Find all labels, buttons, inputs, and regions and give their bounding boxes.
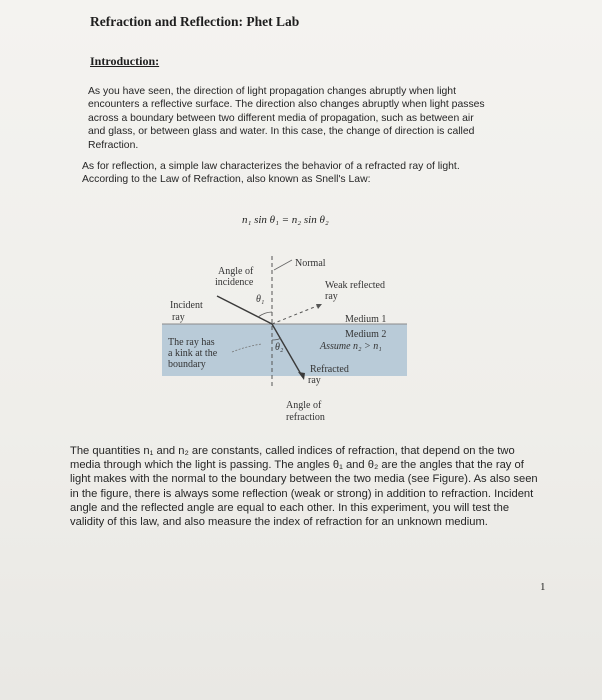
kink-label-3: boundary <box>168 359 206 370</box>
refracted-label-1: Refracted <box>310 364 349 375</box>
intro-paragraph-1: As you have seen, the direction of light propagation changes abruptly when light encounters a reflective surface. The direction also changes abruptly when light passes across a boundary between two different media of propagation, such as between air and glass, or between glass and water. In this case, the change of direction is called Refraction. <box>88 86 485 151</box>
assume-label: Assume n₂ > n₁ <box>320 341 382 352</box>
intro-paragraph-3: The quantities n₁ and n₂ are constants, called indices of refraction, that depend on the two media through which the light is passing. The angles θ₁ and θ₂ are the angles that the ray of light makes with the normal to the boundary between the two media (see Figure). As also seen in the figure, there is always some reflection (weak or strong) in addition to refraction. Incident angle and the reflected angle are equal to each other. In this experiment, you will test the validity of this law, and also measure the index of refraction for an unknown medium. <box>70 445 538 529</box>
incidence-angle-arc <box>258 312 272 317</box>
medium-2-label: Medium 2 <box>345 329 387 340</box>
incident-label-2: ray <box>172 312 185 323</box>
weak-reflected-label-1: Weak reflected <box>325 280 385 291</box>
angle-incidence-label-1: Angle of <box>218 266 254 277</box>
incident-label-1: Incident <box>170 300 203 311</box>
theta1-label: θ₁ <box>256 294 265 305</box>
intro-paragraph-2: As for reflection, a simple law characterizes the behavior of a refracted ray of light. According to the Law of Refraction, also known as Snell's Law: <box>82 161 460 186</box>
snells-law-equation: n₁ sin θ₁ = n₂ sin θ₂ <box>242 214 329 226</box>
page-number: 1 <box>540 581 546 593</box>
angle-refraction-label-1: Angle of <box>286 400 322 411</box>
refraction-figure <box>162 248 412 438</box>
page-title: Refraction and Reflection: Phet Lab <box>90 14 300 29</box>
normal-label: Normal <box>295 258 326 269</box>
kink-label-1: The ray has <box>168 337 215 348</box>
weak-reflected-label-2: ray <box>325 291 338 302</box>
refraction-diagram <box>162 248 412 438</box>
kink-label-2: a kink at the <box>168 348 218 359</box>
introduction-heading: Introduction: <box>90 54 160 68</box>
theta2-label: θ₂ <box>275 342 284 353</box>
refracted-label-2: ray <box>308 375 321 386</box>
reflected-ray <box>272 304 322 324</box>
angle-incidence-label-2: incidence <box>215 277 254 288</box>
medium-1-label: Medium 1 <box>345 314 387 325</box>
angle-refraction-label-2: refraction <box>286 412 325 423</box>
normal-pointer <box>274 260 292 270</box>
